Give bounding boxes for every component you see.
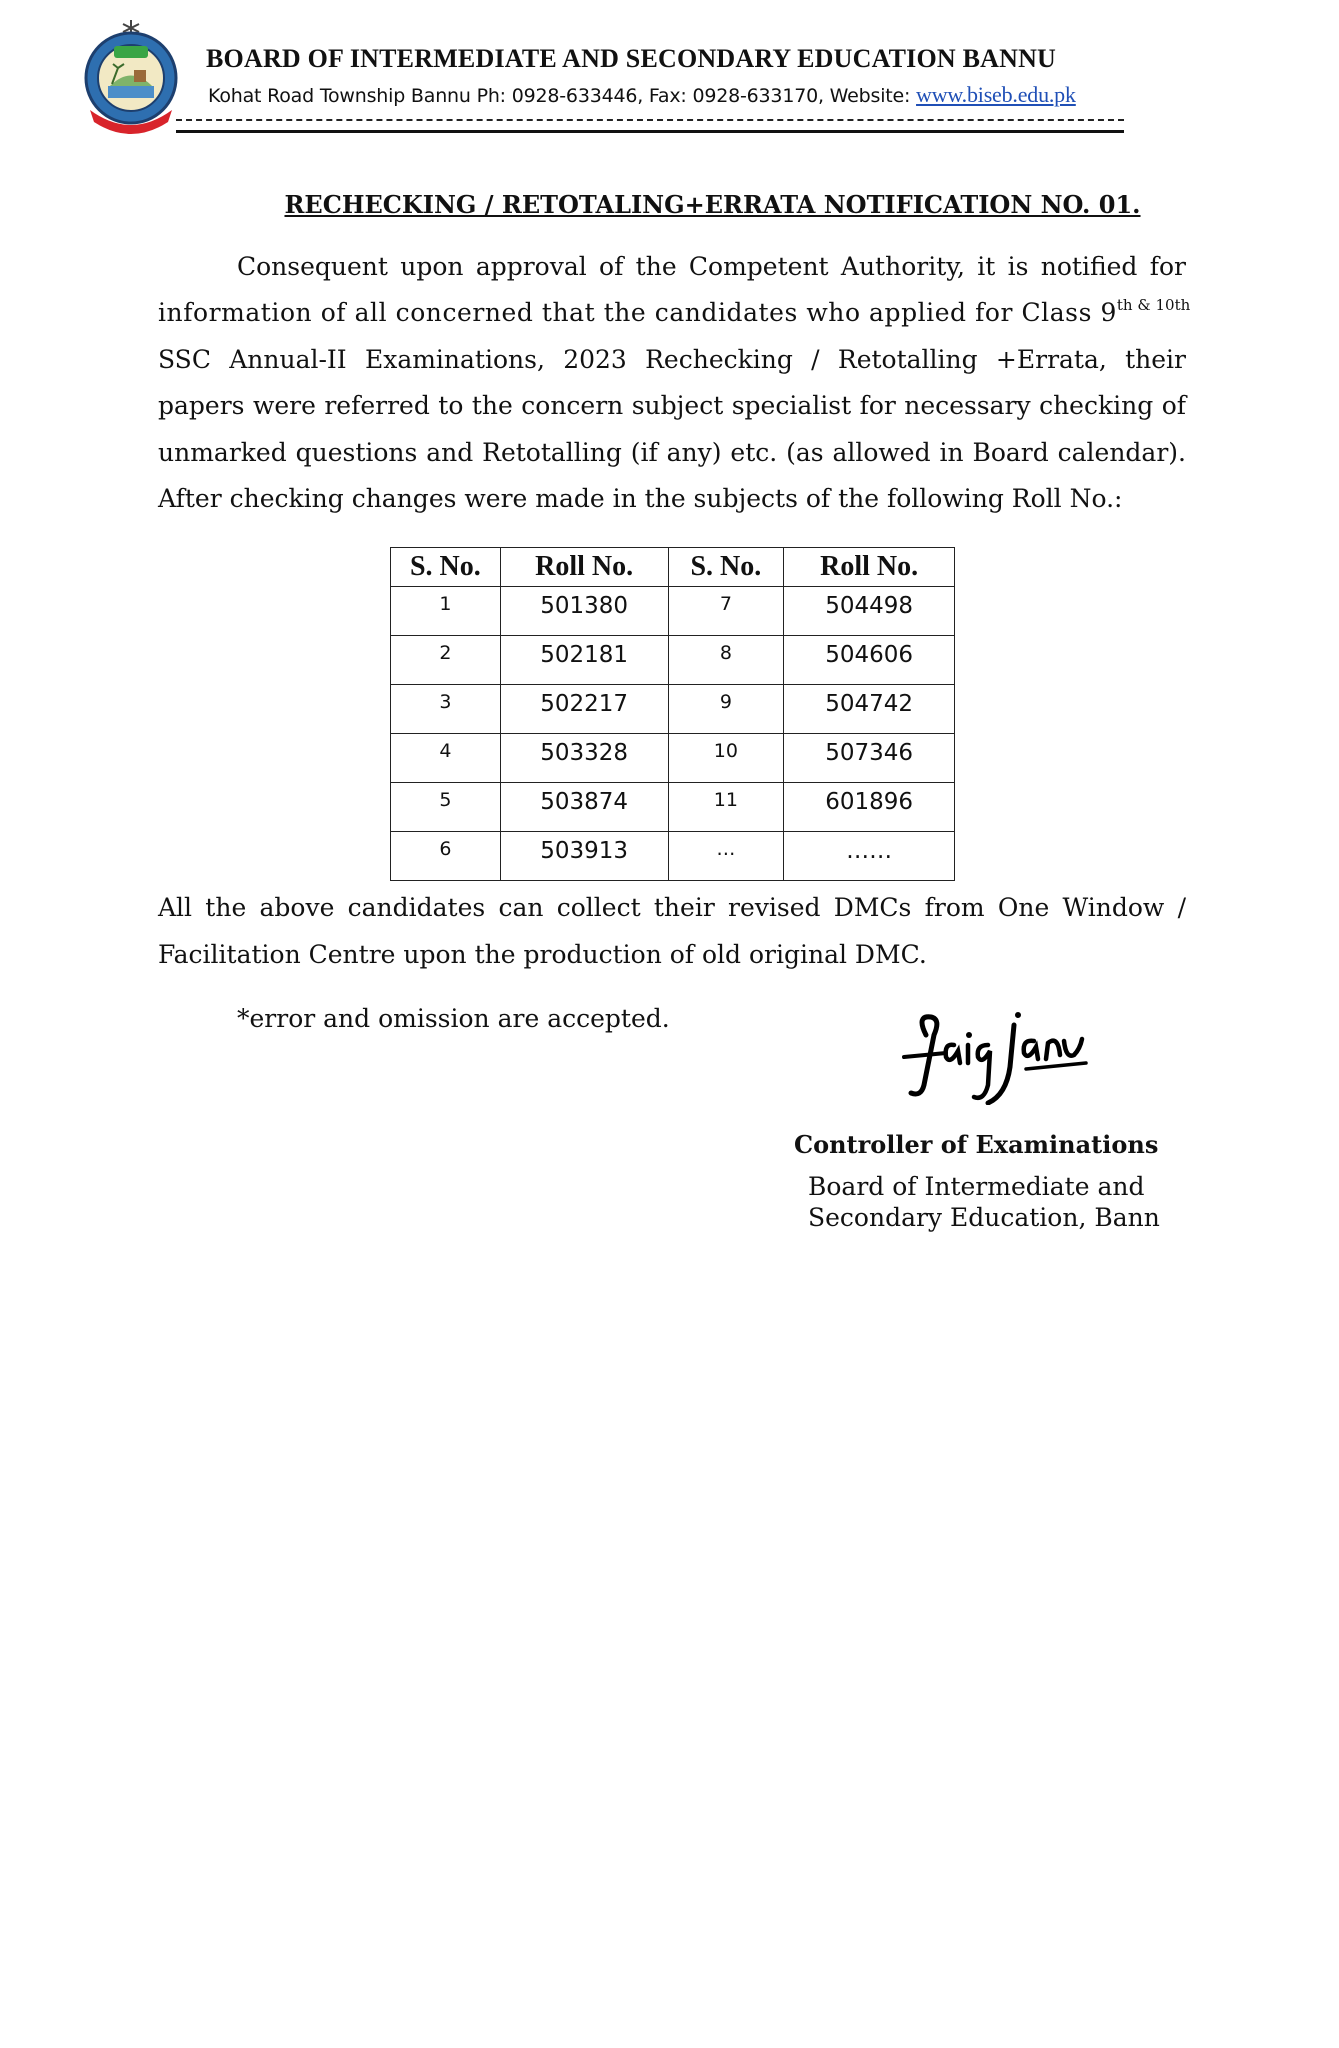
signatory-title: Controller of Examinations (794, 1130, 1159, 1159)
table-row (391, 783, 955, 832)
sno-cell: 8 (668, 636, 784, 685)
sno-cell: 11 (668, 783, 784, 832)
notification-title: RECHECKING / RETOTALING+ERRATA NOTIFICATION NO. 01. (284, 190, 1141, 219)
paragraph-line (158, 940, 1186, 970)
paragraph-line (158, 893, 1186, 923)
sno-cell: … (668, 832, 784, 881)
header-roll-no: Roll No. (784, 548, 955, 587)
paragraph-text: All the above candidates can collect their revised DMCs from One Window / (158, 893, 1186, 922)
sno-cell: 6 (391, 832, 501, 881)
sno-cell: 9 (668, 685, 784, 734)
errata-note: *error and omission are accepted. (237, 1004, 670, 1033)
roll-number-table (390, 547, 955, 881)
header-solid-rule (176, 130, 1124, 133)
header-sno: S. No. (668, 548, 784, 587)
sno-cell: 10 (668, 734, 784, 783)
sno-cell: 7 (668, 587, 784, 636)
paragraph-line (158, 484, 1186, 514)
roll-no-cell: …… (784, 832, 955, 881)
website-link[interactable]: www.biseb.edu.pk (916, 82, 1076, 107)
signature-image (896, 1005, 1096, 1105)
roll-no-cell: 503874 (500, 783, 668, 832)
table-header-row (391, 548, 955, 587)
paragraph-text: SSC Annual-II Examinations, 2023 Rechecking / Retotalling +Errata, their (158, 345, 1186, 374)
sno-cell: 1 (391, 587, 501, 636)
roll-no-cell: 503328 (500, 734, 668, 783)
paragraph-line (158, 391, 1186, 421)
sno-cell: 2 (391, 636, 501, 685)
table-row (391, 685, 955, 734)
signatory-org-line: Secondary Education, Bann (808, 1203, 1160, 1232)
board-emblem-logo (78, 18, 184, 140)
board-contact-line (208, 82, 1208, 108)
sno-cell: 3 (391, 685, 501, 734)
roll-no-cell: 507346 (784, 734, 955, 783)
roll-no-cell: 504742 (784, 685, 955, 734)
paragraph-text: papers were referred to the concern subject specialist for necessary checking of (158, 391, 1186, 420)
table-row (391, 587, 955, 636)
roll-no-cell: 504498 (784, 587, 955, 636)
class-superscript: th & 10th (1116, 296, 1191, 314)
roll-no-cell: 501380 (500, 587, 668, 636)
table-row (391, 636, 955, 685)
table-row (391, 832, 955, 881)
sno-cell: 4 (391, 734, 501, 783)
paragraph-text: unmarked questions and Retotalling (if any) etc. (as allowed in Board calendar). (158, 438, 1186, 467)
roll-no-cell: 504606 (784, 636, 955, 685)
roll-no-cell: 503913 (500, 832, 668, 881)
paragraph-line (237, 252, 1186, 282)
board-address: Kohat Road Township Bannu Ph: 0928-633446, Fax: 0928-633170, Website: (208, 85, 917, 107)
table-row (391, 734, 955, 783)
roll-no-cell: 601896 (784, 783, 955, 832)
paragraph-text: After checking changes were made in the subjects of the following Roll No.: (158, 484, 1123, 513)
header-sno: S. No. (391, 548, 501, 587)
sno-cell: 5 (391, 783, 501, 832)
paragraph-line (158, 438, 1186, 468)
paragraph-text: Facilitation Centre upon the production of old original DMC. (158, 940, 927, 969)
header-dashed-rule (176, 119, 1124, 121)
header-roll-no: Roll No. (500, 548, 668, 587)
paragraph-line (158, 345, 1186, 375)
signatory-org-line: Board of Intermediate and (808, 1172, 1145, 1201)
roll-no-cell: 502217 (500, 685, 668, 734)
roll-no-cell: 502181 (500, 636, 668, 685)
paragraph-text: Consequent upon approval of the Competent Authority, it is notified for (237, 252, 1186, 281)
paragraph-line (158, 296, 1191, 328)
paragraph-text: information of all concerned that the candidates who applied for Class 9 (158, 298, 1117, 327)
board-name: BOARD OF INTERMEDIATE AND SECONDARY EDUCATION BANNU (206, 44, 1057, 73)
